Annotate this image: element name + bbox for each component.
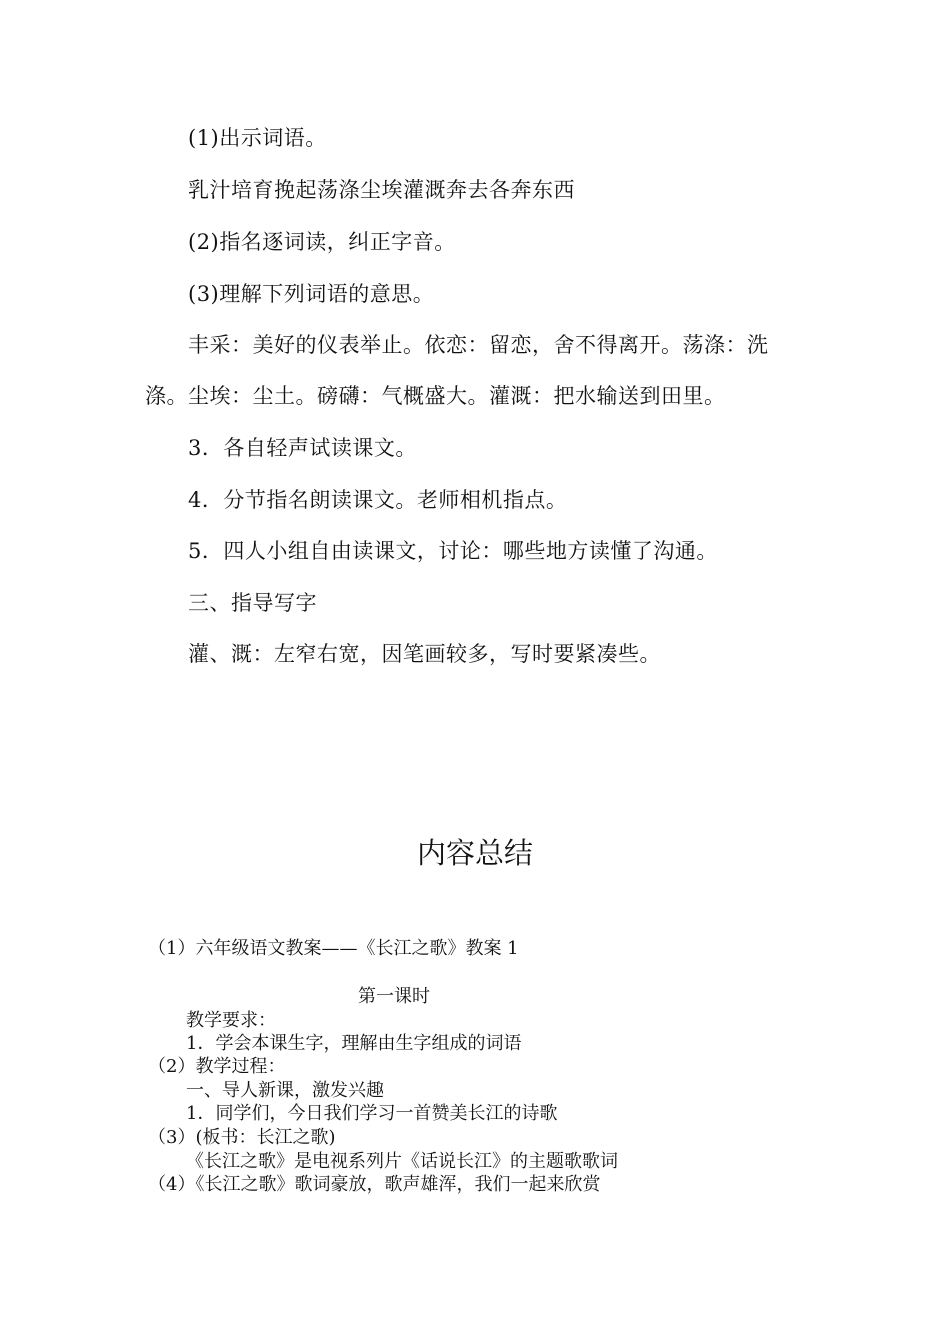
summary-line-9: 《长江之歌》是电视系列片《话说长江》的主题歌歌词 — [186, 1151, 618, 1172]
summary-title: 内容总结 — [416, 836, 533, 870]
paragraph-step-4: 4．分节指名朗读课文。老师相机指点。 — [188, 488, 568, 512]
summary-line-8: （3）(板书：长江之歌) — [148, 1127, 336, 1148]
summary-line-10: （4）《长江之歌》歌词豪放，歌声雄浑，我们一起来欣赏 — [148, 1174, 601, 1195]
summary-line-5: （2）教学过程： — [148, 1056, 286, 1077]
paragraph-step-3: 3．各自轻声试读课文。 — [188, 436, 417, 460]
paragraph-definitions-line2: 涤。尘埃：尘土。磅礴：气概盛大。灌溉：把水输送到田里。 — [145, 384, 726, 408]
summary-line-6: 一、导人新课，激发兴趣 — [186, 1080, 384, 1101]
summary-line-2: 第一课时 — [358, 986, 430, 1007]
paragraph-definitions-line1: 丰采：美好的仪表举止。依恋：留恋，舍不得离开。荡涤：洗 — [188, 333, 769, 357]
paragraph-show-words: (1)出示词语。 — [188, 126, 327, 150]
paragraph-section-three: 三、指导写字 — [188, 591, 317, 615]
paragraph-read-words: (2)指名逐词读，纠正字音。 — [188, 230, 456, 254]
summary-line-1: （1）六年级语文教案——《长江之歌》教案 1 — [148, 938, 519, 959]
summary-line-4: 1．学会本课生字，理解由生字组成的词语 — [186, 1033, 522, 1054]
paragraph-writing-guide: 灌、溉：左窄右宽，因笔画较多，写时要紧凑些。 — [188, 642, 661, 666]
paragraph-word-list: 乳汁培育挽起荡涤尘埃灌溉奔去各奔东西 — [188, 178, 575, 202]
paragraph-step-5: 5．四人小组自由读课文，讨论：哪些地方读懂了沟通。 — [188, 539, 718, 563]
summary-line-3: 教学要求： — [186, 1010, 276, 1031]
summary-line-7: 1．同学们，今日我们学习一首赞美长江的诗歌 — [186, 1103, 558, 1124]
paragraph-understand-words: (3)理解下列词语的意思。 — [188, 282, 435, 306]
